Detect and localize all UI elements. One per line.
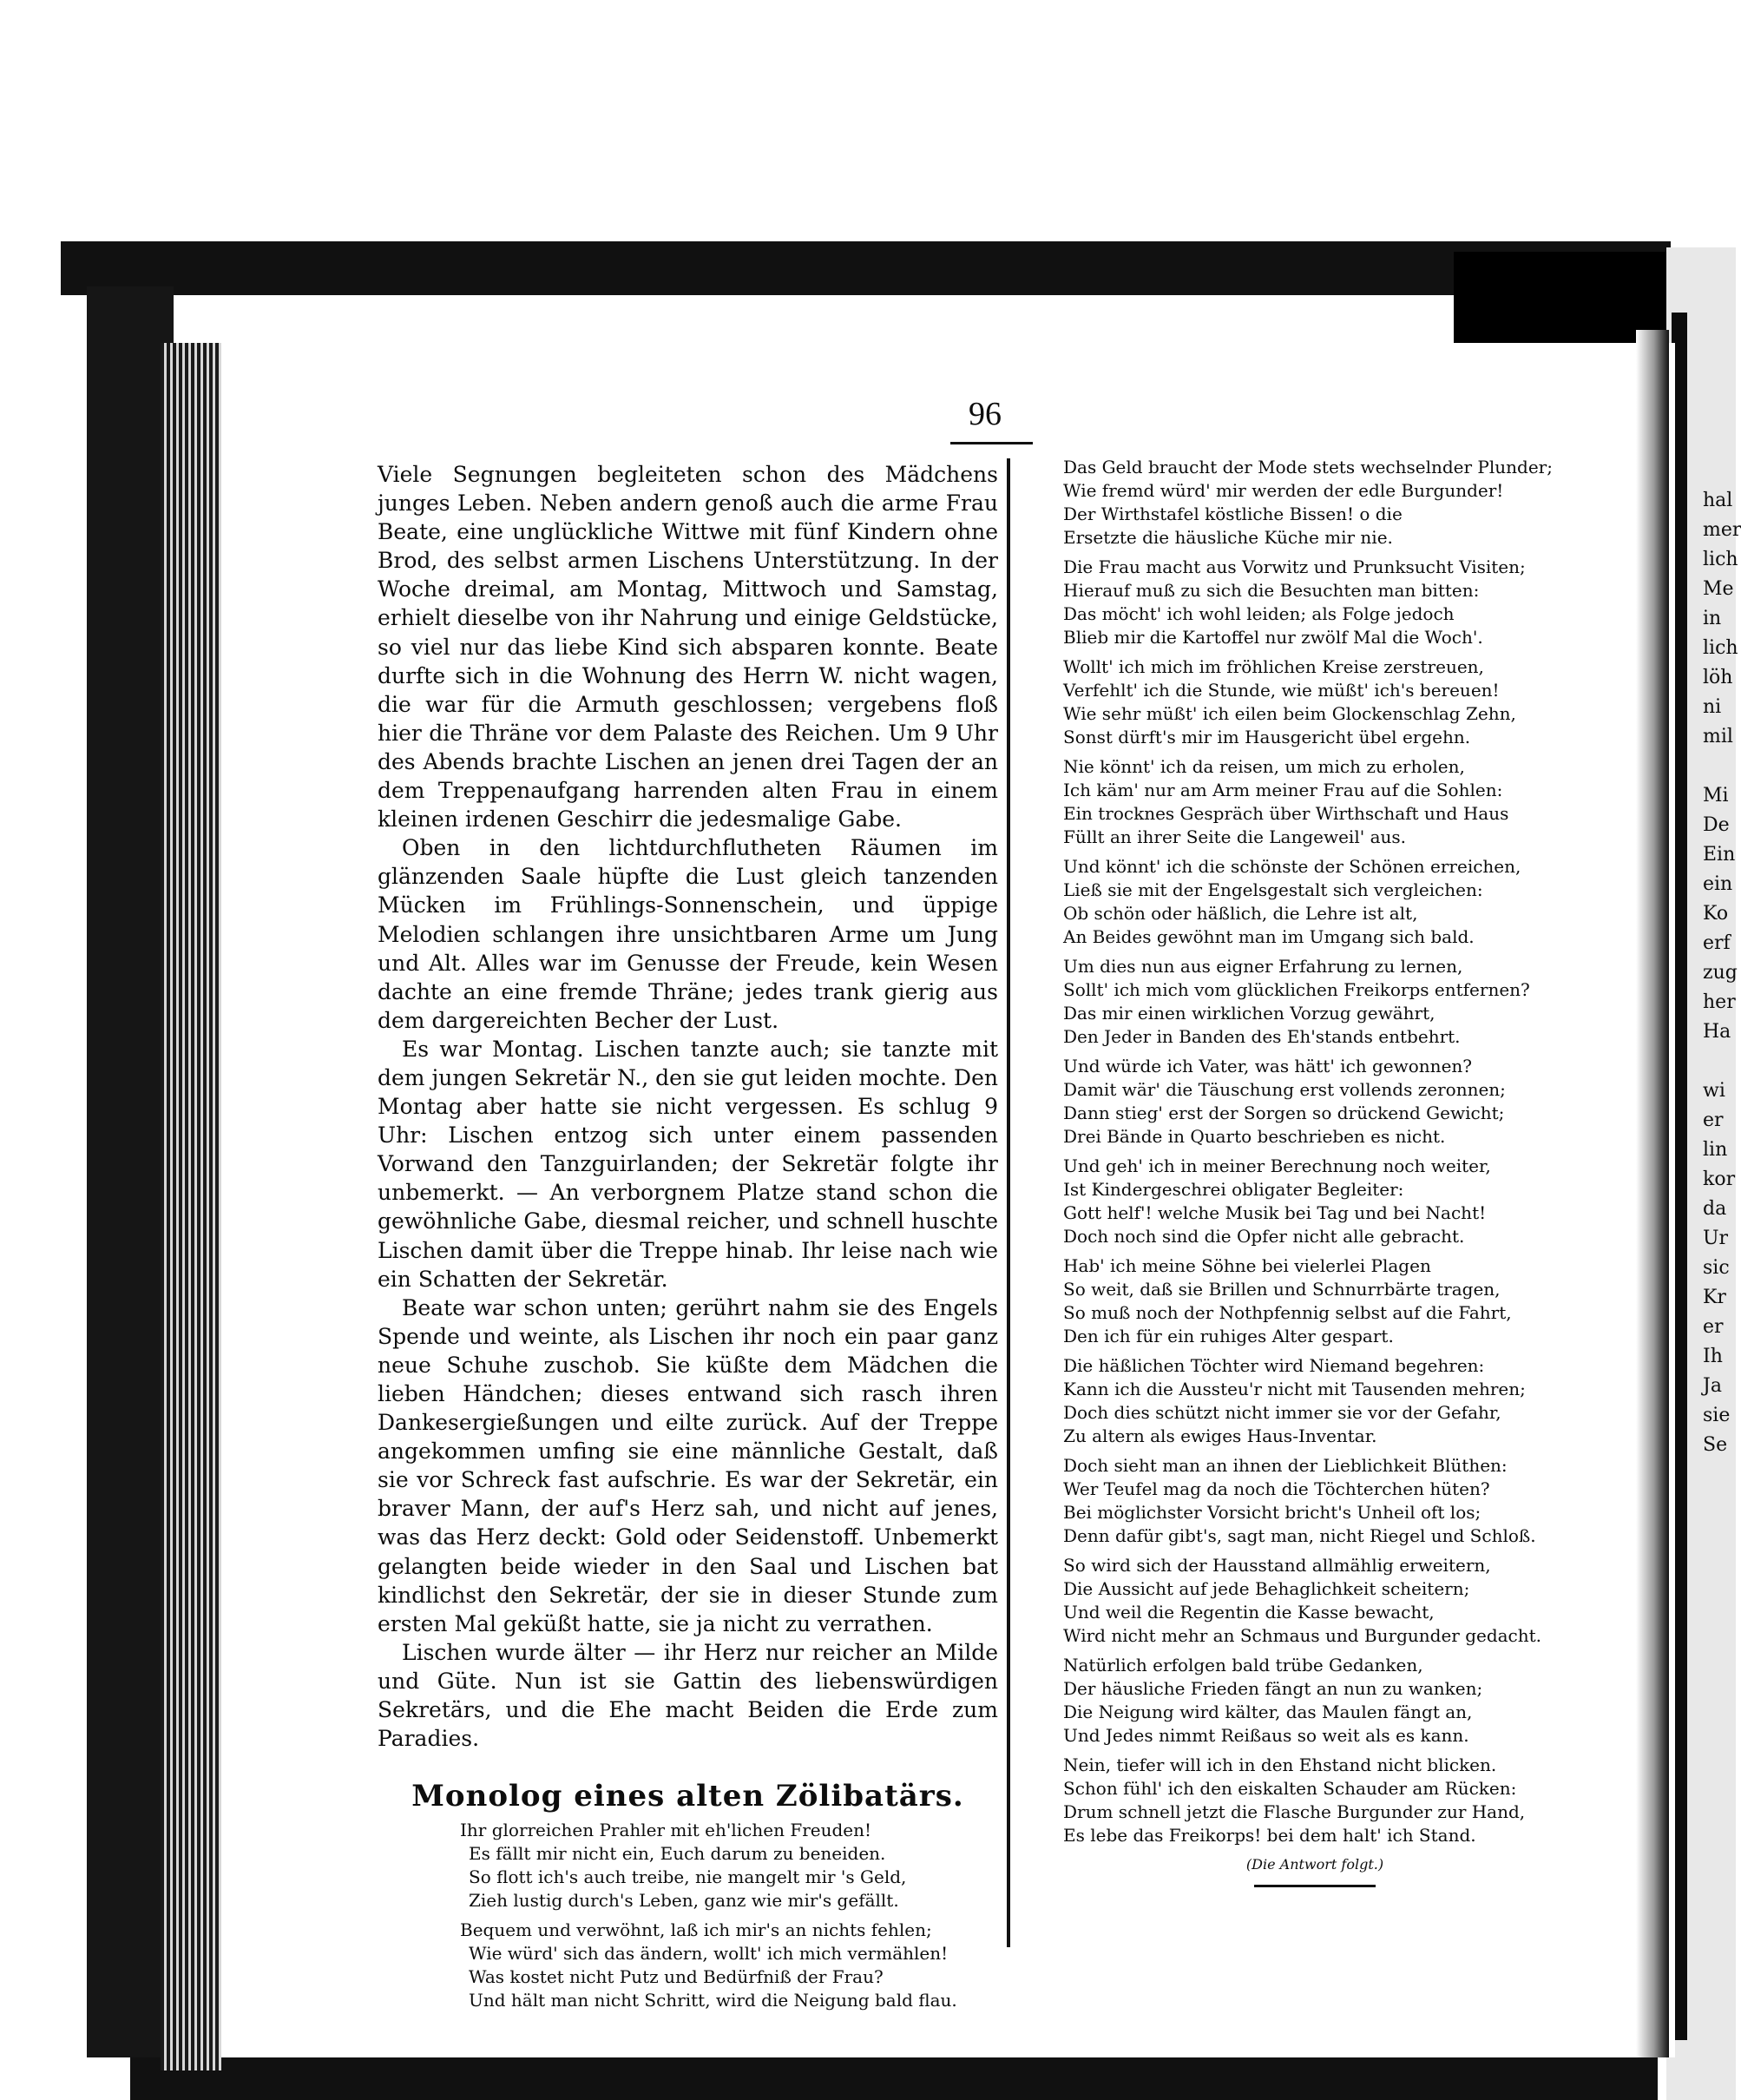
poem-stanza xyxy=(1063,1354,1567,1448)
poem-verse: So muß noch der Nothpfennig selbst auf die Fahrt, xyxy=(1063,1302,1512,1323)
poem-verse: Bequem und verwöhnt, laß ich mir's an nichts fehlen; xyxy=(460,1919,932,1941)
poem-verse: Damit wär' die Täuschung erst vollends zeronnen; xyxy=(1063,1079,1506,1100)
poem-verse: Es lebe das Freikorps! bei dem halt' ich Stand. xyxy=(1063,1825,1476,1846)
poem-verse: Denn dafür gibt's, sagt man, nicht Riegel und Schloß. xyxy=(1063,1525,1536,1546)
bleed-fragment: hal xyxy=(1703,490,1733,511)
poem-verse: Die Frau macht aus Vorwitz und Prunksucht Visiten; xyxy=(1063,556,1526,577)
story-paragraph: Beate war schon unten; gerührt nahm sie des Engels Spende und weinte, als Lischen ihr noch ein paar ganz neue Schuhe zuschob. Sie küßte dem Mädchen die lieben Händchen; dieses entwand sich rasch ihren Dankesergießungen und eilte zurück. Auf der Treppe angekommen umfing sie eine männliche Gestalt, daß sie vor Schreck fast aufschrie. Es war der Sekretär, ein braver Mann, der auf's Herz sah, und nicht auf jenes, was das Herz deckt: Gold oder Seidenstoff. Unbemerkt gelangten beide wieder in den Saal und Lischen bat kindlichst den Sekretär, der sie in dieser Stunde zum ersten Mal geküßt hatte, sie ja nicht zu verrathen. xyxy=(378,1294,998,1636)
poem-stanza xyxy=(1063,1554,1567,1648)
poem-verse: Den ich für ein ruhiges Alter gespart. xyxy=(1063,1326,1394,1346)
poem-stanza xyxy=(1063,1055,1567,1149)
story-paragraph: Lischen wurde älter — ihr Herz nur reicher an Milde und Güte. Nun ist sie Gattin des liebenswürdigen Sekretärs, und die Ehe macht Beiden die Erde zum Paradies. xyxy=(378,1639,998,1752)
continuation-note: (Die Antwort folgt.) xyxy=(1245,1856,1384,1873)
bleed-fragment xyxy=(1703,752,1736,781)
poem-verse: Drei Bände in Quarto beschrieben es nicht. xyxy=(1063,1126,1446,1147)
spine-shadow xyxy=(1636,330,1669,2057)
poem-verse: Füllt an ihrer Seite die Langeweil' aus. xyxy=(1063,826,1407,847)
poem-verse: Der Wirthstafel köstliche Bissen! o die xyxy=(1063,504,1403,524)
poem-verse: Zu altern als ewiges Haus-Inventar. xyxy=(1063,1425,1377,1446)
poem-stanza xyxy=(460,1919,998,2012)
bleed-fragment: löh xyxy=(1703,667,1733,688)
poem-verse: Dann stieg' erst der Sorgen so drückend Gewicht; xyxy=(1063,1103,1505,1123)
poem-verse: Die häßlichen Töchter wird Niemand begehren: xyxy=(1063,1355,1485,1376)
bleed-fragment: mil xyxy=(1703,726,1733,747)
poem-stanza xyxy=(1063,556,1567,649)
poem-stanza xyxy=(1063,456,1567,550)
poem-verse: Zieh lustig durch's Leben, ganz wie mir's gefällt. xyxy=(469,1890,899,1912)
poem-stanza xyxy=(1063,1254,1567,1348)
poem-verse: Um dies nun aus eigner Erfahrung zu lernen, xyxy=(1063,956,1463,977)
poem-verse: Die Neigung wird kälter, das Maulen fängt an, xyxy=(1063,1702,1473,1722)
bleed-fragment: erf xyxy=(1703,932,1731,954)
poem-verse: Blieb mir die Kartoffel nur zwölf Mal die Woch'. xyxy=(1063,627,1483,648)
poem-stanza xyxy=(1063,955,1567,1049)
bleed-fragment: De xyxy=(1703,814,1730,836)
poem-stanza xyxy=(460,1819,998,1912)
poem-verse: Wollt' ich mich im fröhlichen Kreise zerstreuen, xyxy=(1063,656,1484,677)
bleed-fragment: Kr xyxy=(1703,1287,1726,1308)
poem-verse: Ersetzte die häusliche Küche mir nie. xyxy=(1063,527,1393,548)
bleed-fragment: sic xyxy=(1703,1257,1730,1279)
bleed-fragment: er xyxy=(1703,1316,1724,1338)
poem-verse: Wie fremd würd' mir werden der edle Burgunder! xyxy=(1063,480,1504,501)
story-paragraph: Es war Montag. Lischen tanzte auch; sie tanzte mit dem jungen Sekretär N., den sie gut leiden mochte. Den Montag aber hatte sie nicht vergessen. Es schlug 9 Uhr: Lischen entzog sich unter einem passenden Vorwand den Tanzguirlanden; der Sekretär folgte ihr unbemerkt. — An verborgnem Platze stand schon die gewöhnliche Gabe, diesmal reicher, und schnell huschte Lischen damit über die Treppe hinab. Ihr leise nach wie ein Schatten der Sekretär. xyxy=(378,1036,998,1292)
poem-stanza xyxy=(1063,1754,1567,1847)
poem-verse: Das Geld braucht der Mode stets wechselnder Plunder; xyxy=(1063,457,1553,477)
page-number-rule xyxy=(950,442,1033,444)
poem-verse: So flott ich's auch treibe, nie mangelt mir 's Geld, xyxy=(469,1866,907,1888)
poem-verse: Gott helf'! welche Musik bei Tag und bei Nacht! xyxy=(1063,1202,1487,1223)
poem-verse: Schon fühl' ich den eiskalten Schauder am Rücken: xyxy=(1063,1778,1517,1799)
poem-verse: So wird sich der Hausstand allmählig erweitern, xyxy=(1063,1555,1491,1576)
left-column xyxy=(378,460,998,2018)
bleed-fragment: da xyxy=(1703,1198,1727,1220)
poem-verse: Den Jeder in Banden des Eh'stands entbehrt. xyxy=(1063,1026,1461,1047)
bleed-fragment: Ein xyxy=(1703,844,1736,866)
bleed-fragment: mer xyxy=(1703,519,1741,541)
poem-verse: Ob schön oder häßlich, die Lehre ist alt, xyxy=(1063,903,1418,924)
poem-verse: Wer Teufel mag da noch die Töchterchen hüten? xyxy=(1063,1478,1490,1499)
bleed-fragment: Mi xyxy=(1703,785,1729,806)
bleed-fragment: lin xyxy=(1703,1139,1728,1161)
poem-verse: Das mir einen wirklichen Vorzug gewährt, xyxy=(1063,1003,1436,1024)
bleed-fragment xyxy=(1703,1047,1736,1076)
poem-verse: Was kostet nicht Putz und Bedürfniß der Frau? xyxy=(469,1966,884,1988)
poem-verse: Kann ich die Aussteu'r nicht mit Tausenden mehren; xyxy=(1063,1379,1526,1399)
poem-stanza xyxy=(1063,755,1567,849)
poem-verse: An Beides gewöhnt man im Umgang sich bald. xyxy=(1063,926,1475,947)
poem-verse: Nie könnt' ich da reisen, um mich zu erholen, xyxy=(1063,756,1465,777)
poem-verse: Der häusliche Frieden fängt an nun zu wanken; xyxy=(1063,1678,1483,1699)
poem-verse: Und würde ich Vater, was hätt' ich gewonnen? xyxy=(1063,1056,1473,1076)
poem-verse: Wie würd' sich das ändern, wollt' ich mich vermählen! xyxy=(469,1943,949,1965)
bleed-fragment: her xyxy=(1703,991,1736,1013)
bleed-fragment: wi xyxy=(1703,1080,1725,1102)
poem-stanza xyxy=(1063,1654,1567,1748)
bleed-fragment: Me xyxy=(1703,578,1734,600)
bleed-fragment: Ih xyxy=(1703,1346,1723,1367)
scan-corner-shadow xyxy=(1454,252,1666,347)
poem-verse: Sonst dürft's mir im Hausgericht übel ergehn. xyxy=(1063,727,1471,747)
book-cover-top-edge xyxy=(61,241,1671,295)
poem-stanza xyxy=(1063,855,1567,949)
bleed-fragment: in xyxy=(1703,608,1722,629)
poem-verse: Ihr glorreichen Prahler mit eh'lichen Freuden! xyxy=(460,1820,872,1841)
bleed-fragment: er xyxy=(1703,1109,1724,1131)
bleed-fragment: Ur xyxy=(1703,1228,1729,1249)
poem-verse: Ein trocknes Gespräch über Wirthschaft und Haus xyxy=(1063,803,1509,824)
poem-verse: Natürlich erfolgen bald trübe Gedanken, xyxy=(1063,1655,1423,1675)
poem-verse: Die Aussicht auf jede Behaglichkeit scheitern; xyxy=(1063,1578,1470,1599)
bleed-fragment: Ja xyxy=(1703,1375,1722,1397)
poem-verse: Und hält man nicht Schritt, wird die Neigung bald flau. xyxy=(469,1990,957,2011)
poem-verse: Bei möglichster Vorsicht bricht's Unheil oft los; xyxy=(1063,1502,1481,1523)
poem-verse: Und weil die Regentin die Kasse bewacht, xyxy=(1063,1602,1435,1623)
poem-verse: Doch noch sind die Opfer nicht alle gebracht. xyxy=(1063,1226,1465,1247)
poem-verse: Doch dies schützt nicht immer sie vor der Gefahr, xyxy=(1063,1402,1501,1423)
poem-verse: Wird nicht mehr an Schmaus und Burgunder gedacht. xyxy=(1063,1625,1542,1646)
poem-verse: Verfehlt' ich die Stunde, wie müßt' ich's bereuen! xyxy=(1063,680,1500,701)
bleed-fragment: Ko xyxy=(1703,903,1729,925)
bleed-fragment: lich xyxy=(1703,637,1738,659)
poem-verse: Doch sieht man an ihnen der Lieblichkeit Blüthen: xyxy=(1063,1455,1508,1476)
poem-verse: Ließ sie mit der Engelsgestalt sich vergleichen: xyxy=(1063,879,1483,900)
story-paragraph: Viele Segnungen begleiteten schon des Mädchens junges Leben. Neben andern genoß auch die arme Frau Beate, eine unglückliche Wittwe mit fünf Kindern ohne Brod, des selbst armen Lischens Unterstützung. In der Woche dreimal, am Montag, Mittwoch und Samstag, erhielt dieselbe von ihr Nahrung und einige Geldstücke, so viel nur das liebe Kind sich absparen konnte. Beate durfte sich in die Wohnung des Herrn W. nicht wagen, die war für die Armuth geschlossen; vergebens floß hier die Thräne vor dem Palaste des Reichen. Um 9 Uhr des Abends brachte Lischen an jenen drei Tagen der an dem Treppenaufgang harrenden alten Frau in einem kleinen irdenen Geschirr die jedesmalige Gabe. xyxy=(378,462,998,833)
end-rule xyxy=(1254,1885,1376,1887)
bleed-fragment: zug xyxy=(1703,962,1738,984)
poem-verse: So weit, daß sie Brillen und Schnurrbärte tragen, xyxy=(1063,1279,1501,1300)
right-column xyxy=(1063,456,1567,1887)
stacked-page-edges xyxy=(161,343,221,2070)
poem-verse: Wie sehr müßt' ich eilen beim Glockenschlag Zehn, xyxy=(1063,703,1516,724)
poem-verse: Das möcht' ich wohl leiden; als Folge jedoch xyxy=(1063,603,1455,624)
story-paragraph: Oben in den lichtdurchflutheten Räumen im glänzenden Saale hüpfte die Lust gleich tanzenden Mücken im Frühlings-Sonnenschein, und üppige Melodien schlangen ihre unsichtbaren Arme um Jung und Alt. Alles war im Genusse der Freude, kein Wesen dachte an eine fremde Thräne; jedes trank gierig aus dem dargereichten Becher der Lust. xyxy=(378,835,998,1033)
bleed-fragment: Se xyxy=(1703,1434,1728,1456)
poem-verse: Sollt' ich mich vom glücklichen Freikorps entfernen? xyxy=(1063,979,1530,1000)
poem-stanza xyxy=(1063,1454,1567,1548)
bleed-fragment: sie xyxy=(1703,1405,1731,1426)
bleed-fragment: kor xyxy=(1703,1168,1736,1190)
poem-verse: Und könnt' ich die schönste der Schönen erreichen, xyxy=(1063,856,1521,877)
book-cover-bottom-edge xyxy=(130,2057,1658,2100)
poem-verse: Und geh' ich in meiner Berechnung noch weiter, xyxy=(1063,1155,1491,1176)
column-divider xyxy=(1007,458,1010,1947)
next-page-fragments xyxy=(1703,486,1741,1460)
poem-stanza xyxy=(1063,1155,1567,1248)
poem-verse: Hierauf muß zu sich die Besuchten man bitten: xyxy=(1063,580,1480,601)
bleed-fragment: ein xyxy=(1703,873,1733,895)
poem-verse: Hab' ich meine Söhne bei vielerlei Plagen xyxy=(1063,1255,1431,1276)
page-number: 96 xyxy=(969,396,1002,432)
poem-stanza xyxy=(1063,655,1567,749)
poem-title: Monolog eines alten Zölibatärs. xyxy=(411,1779,964,1814)
bleed-fragment: lich xyxy=(1703,549,1738,570)
poem-verse: Es fällt mir nicht ein, Euch darum zu beneiden. xyxy=(469,1843,886,1865)
bleed-fragment: ni xyxy=(1703,696,1722,718)
poem-verse: Ist Kindergeschrei obligater Begleiter: xyxy=(1063,1179,1404,1200)
poem-verse: Drum schnell jetzt die Flasche Burgunder zur Hand, xyxy=(1063,1801,1526,1822)
poem-verse: Und Jedes nimmt Reißaus so weit als es kann. xyxy=(1063,1725,1469,1746)
bleed-fragment: Ha xyxy=(1703,1021,1731,1043)
poem-verse: Nein, tiefer will ich in den Ehstand nicht blicken. xyxy=(1063,1754,1497,1775)
poem-verse: Ich käm' nur am Arm meiner Frau auf die Sohlen: xyxy=(1063,780,1503,800)
